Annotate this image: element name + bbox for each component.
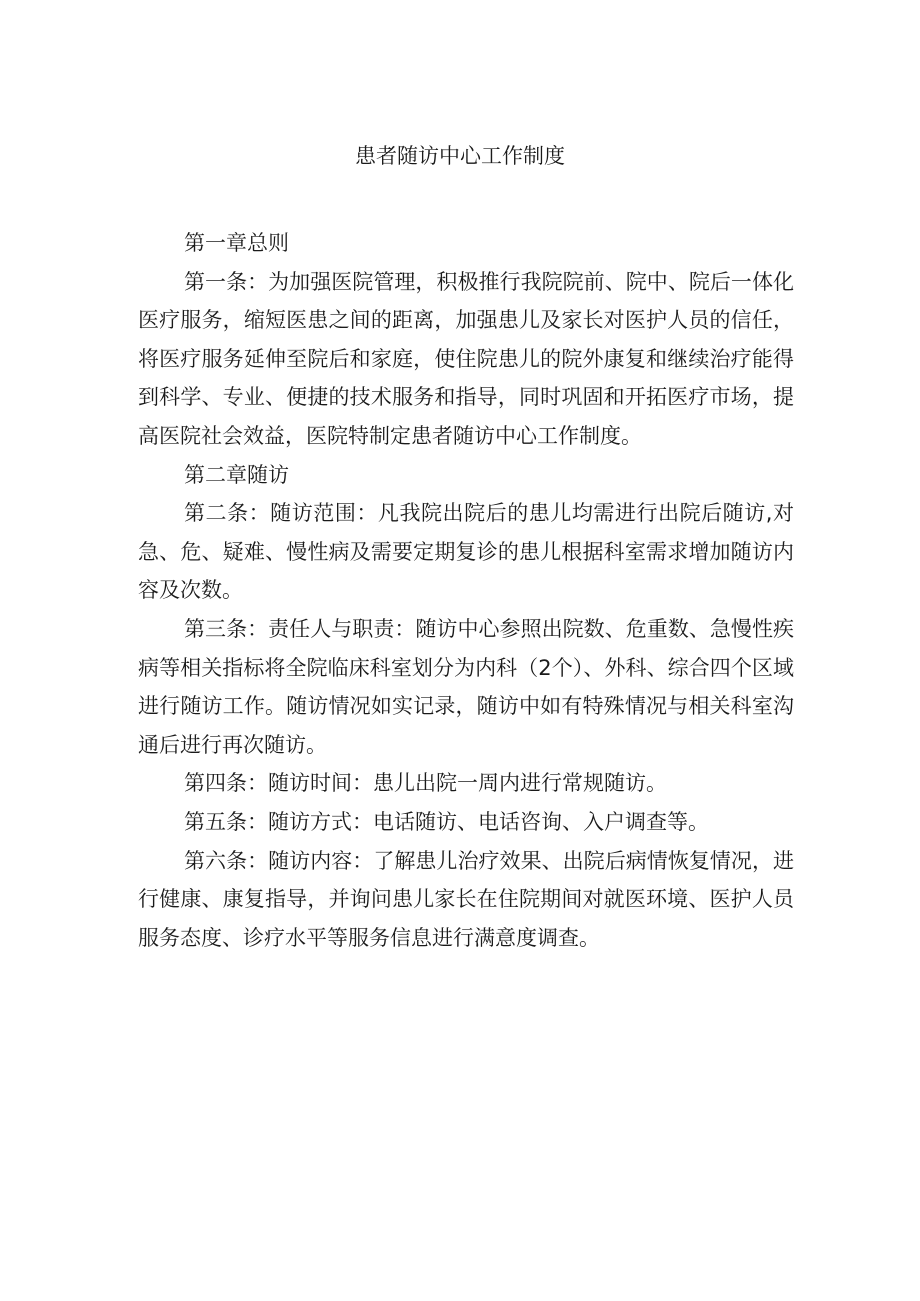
- article-3-paragraph: 第三条：责任人与职责：随访中心参照出院数、危重数、急慢性疾病等相关指标将全院临床科室划分为内科（2个）、外科、综合四个区域进行随访工作。随访情况如实记录，随访中如有特殊情况与相关科室沟通后进行再次随访。: [138, 616, 794, 757]
- article-4-paragraph: 第四条：随访时间：患儿出院一周内进行常规随访。: [184, 771, 667, 796]
- chapter-heading-follow-up: 第二章随访: [184, 462, 289, 487]
- document-body: [138, 224, 794, 957]
- article-2-paragraph: 第二条：随访范围：凡我院出院后的患儿均需进行出院后随访,对急、危、疑难、慢性病及需要定期复诊的患儿根据科室需求增加随访内容及次数。: [138, 501, 794, 603]
- document-title: 患者随访中心工作制度: [355, 144, 565, 168]
- chapter-heading-general: 第一章总则: [184, 231, 289, 255]
- article-1-paragraph: 第一条：为加强医院管理，积极推行我院院前、院中、院后一体化医疗服务，缩短医患之间的距离，加强患儿及家长对医护人员的信任，将医疗服务延伸至院后和家庭，使住院患儿的院外康复和继续治疗能得到科学、专业、便捷的技术服务和指导，同时巩固和开拓医疗市场，提高医院社会效益，医院特制定患者随访中心工作制度。: [138, 269, 794, 448]
- article-6-paragraph: 第六条：随访内容：了解患儿治疗效果、出院后病情恢复情况，进行健康、康复指导，并询问患儿家长在住院期间对就医环境、医护人员服务态度、诊疗水平等服务信息进行满意度调查。: [138, 848, 794, 950]
- article-5-paragraph: 第五条：随访方式：电话随访、电话咨询、入户调查等。: [184, 809, 709, 834]
